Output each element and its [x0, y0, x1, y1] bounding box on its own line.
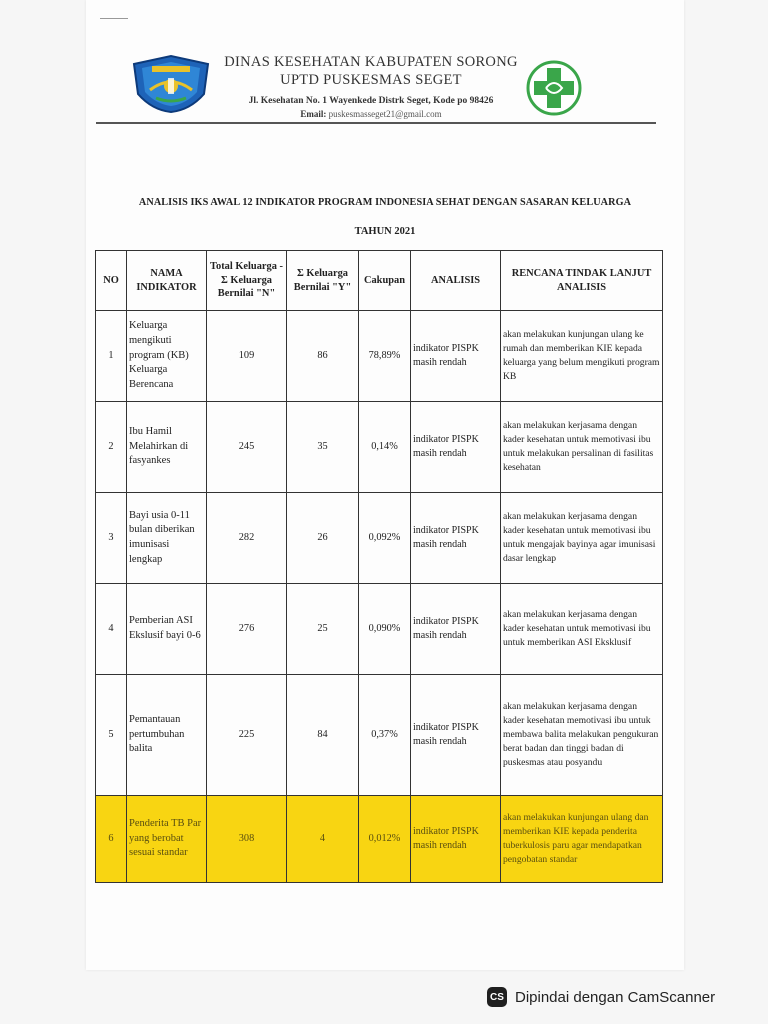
- table-row: [96, 584, 663, 675]
- cell-sigma: 26: [287, 493, 359, 584]
- cell-nama: Pemberian ASI Ekslusif bayi 0-6: [127, 584, 207, 675]
- puskesmas-cross-logo-icon: [526, 60, 582, 116]
- cell-rencana: akan melakukan kerjasama dengan kader kesehatan untuk memotivasi ibu untuk mengajak bayinya agar imunisasi dasar lengkap: [501, 493, 663, 584]
- header-analisis: ANALISIS: [411, 251, 501, 311]
- address: Jl. Kesehatan No. 1 Wayenkede Distrk Seget, Kode po 98426: [248, 96, 494, 106]
- table-row: [96, 493, 663, 584]
- table-row: [96, 311, 663, 402]
- cell-cakupan: 0,37%: [359, 675, 411, 796]
- cell-cakupan: 0,092%: [359, 493, 411, 584]
- cell-nama: Pemantauan pertumbuhan balita: [127, 675, 207, 796]
- table-row: [96, 402, 663, 493]
- cell-no: 2: [96, 402, 127, 493]
- cell-no: 5: [96, 675, 127, 796]
- email-label: Email:: [300, 109, 327, 119]
- cell-no: 4: [96, 584, 127, 675]
- cell-no: 6: [96, 796, 127, 883]
- document-title: ANALISIS IKS AWAL 12 INDIKATOR PROGRAM INDONESIA SEHAT DENGAN SASARAN KELUARGA: [138, 197, 632, 208]
- cell-no: 3: [96, 493, 127, 584]
- kabupaten-sorong-emblem-icon: [130, 54, 212, 114]
- cell-total: 109: [207, 311, 287, 402]
- cell-no: 1: [96, 311, 127, 402]
- indicator-table: [95, 250, 663, 883]
- cell-rencana: akan melakukan kerjasama dengan kader kesehatan untuk memotivasi ibu untuk memberikan ASI Eksklusif: [501, 584, 663, 675]
- cell-cakupan: 0,090%: [359, 584, 411, 675]
- cell-analisis: indikator PISPK masih rendah: [411, 402, 501, 493]
- table-row-highlighted: [96, 796, 663, 883]
- cell-total: 276: [207, 584, 287, 675]
- cell-analisis: indikator PISPK masih rendah: [411, 584, 501, 675]
- cell-sigma: 4: [287, 796, 359, 883]
- cell-sigma: 35: [287, 402, 359, 493]
- cell-cakupan: 0,012%: [359, 796, 411, 883]
- header-rencana: RENCANA TINDAK LANJUT ANALISIS: [501, 251, 663, 311]
- cell-nama: Bayi usia 0-11 bulan diberikan imunisasi lengkap: [127, 493, 207, 584]
- cell-analisis: indikator PISPK masih rendah: [411, 493, 501, 584]
- cell-rencana: akan melakukan kerjasama dengan kader kesehatan untuk memotivasi ibu untuk melakukan persalinan di fasilitas kesehatan: [501, 402, 663, 493]
- document-page: [86, 0, 684, 970]
- cell-rencana: akan melakukan kerjasama dengan kader kesehatan memotivasi ibu untuk membawa balita melakukan pengukuran berat badan dan tinggi badan di puskesmas atau posyandu: [501, 675, 663, 796]
- cell-total: 308: [207, 796, 287, 883]
- header-cakupan: Cakupan: [359, 251, 411, 311]
- cell-sigma: 25: [287, 584, 359, 675]
- table-row: [96, 675, 663, 796]
- cell-total: 282: [207, 493, 287, 584]
- corner-mark: [100, 12, 128, 19]
- cell-rencana: akan melakukan kunjungan ulang ke rumah dan memberikan KIE kepada keluarga yang belum mengikuti program KB: [501, 311, 663, 402]
- cell-nama: Keluarga mengikuti program (KB) Keluarga Berencana: [127, 311, 207, 402]
- header-no: NO: [96, 251, 127, 311]
- cell-sigma: 84: [287, 675, 359, 796]
- cell-total: 225: [207, 675, 287, 796]
- table-header-row: [96, 251, 663, 311]
- letterhead-text: [216, 54, 526, 119]
- puskesmas-name: UPTD PUSKESMAS SEGET: [280, 72, 462, 88]
- letterhead-divider: [96, 122, 656, 124]
- cell-sigma: 86: [287, 311, 359, 402]
- email-value: puskesmasseget21@gmail.com: [328, 109, 442, 119]
- camscanner-watermark: [487, 985, 715, 1009]
- cell-analisis: indikator PISPK masih rendah: [411, 796, 501, 883]
- header-sigma-keluarga: Σ Keluarga Bernilai "Y": [287, 251, 359, 311]
- agency-name: DINAS KESEHATAN KABUPATEN SORONG: [224, 54, 518, 70]
- email-line: [216, 109, 526, 119]
- cell-nama: Ibu Hamil Melahirkan di fasyankes: [127, 402, 207, 493]
- cell-analisis: indikator PISPK masih rendah: [411, 675, 501, 796]
- cell-analisis: indikator PISPK masih rendah: [411, 311, 501, 402]
- camscanner-icon: CS: [487, 987, 507, 1007]
- cell-cakupan: 0,14%: [359, 402, 411, 493]
- letterhead: [86, 46, 684, 126]
- header-nama-indikator: NAMA INDIKATOR: [127, 251, 207, 311]
- cell-nama: Penderita TB Par yang berobat sesuai standar: [127, 796, 207, 883]
- header-total-keluarga: Total Keluarga - Σ Keluarga Bernilai "N": [207, 251, 287, 311]
- document-year: TAHUN 2021: [354, 226, 416, 237]
- cell-total: 245: [207, 402, 287, 493]
- cell-cakupan: 78,89%: [359, 311, 411, 402]
- camscanner-text: Dipindai dengan CamScanner: [515, 988, 716, 1006]
- cell-rencana: akan melakukan kunjungan ulang dan memberikan KIE kepada penderita tuberkulosis paru agar mendapatkan pengobatan standar: [501, 796, 663, 883]
